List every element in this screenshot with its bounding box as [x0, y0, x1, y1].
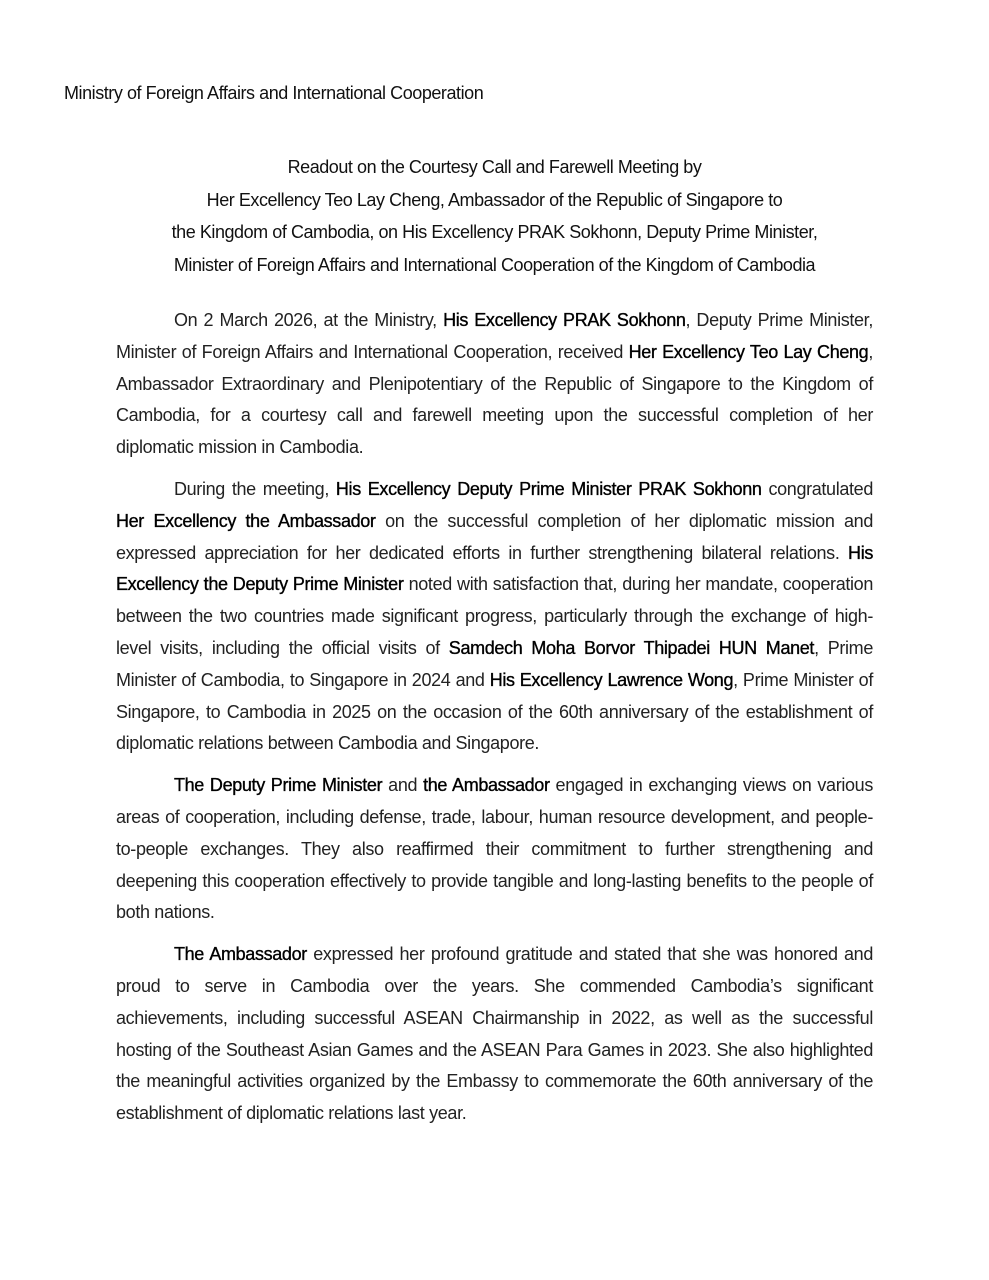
paragraph-text: , Prime Minister of Singapore, to Cambodia in 2025 on the occasion of the 60th anniversary of the establishment of diplomatic relations between Cambodia and Singapore. [116, 669, 873, 754]
document-title [100, 151, 889, 281]
paragraph-text: noted with satisfaction that, during her mandate, cooperation between the two countries made significant progress, particularly through the exchange of high-level visits, including the official visits of [116, 574, 873, 658]
paragraph-text: on the successful completion of her diplomatic mission and expressed appreciation for her dedicated efforts in further strengthening bilateral relations. [116, 510, 873, 563]
title-line: Readout on the Courtesy Call and Farewell Meeting by [287, 157, 702, 177]
title-line: Her Excellency Teo Lay Cheng, Ambassador of the Republic of Singapore to [206, 189, 783, 210]
emphasized-name: His Excellency the Deputy Prime Minister [116, 542, 873, 595]
paragraph-text: , Prime Minister of Cambodia, to Singapore in 2024 and [116, 637, 873, 690]
organization-header: Ministry of Foreign Affairs and International Cooperation [64, 83, 484, 103]
body-paragraph [116, 770, 873, 929]
paragraph-text: expressed her profound gratitude and stated that she was honored and proud to serve in Cambodia over the years. She commended Cambodia’s significant achievements, including successful ASEAN Chairmanship in 2022, as well as the successful hosting of the Southeast Asian Games and the ASEAN Para Games in 2023. She also highlighted the meaningful activities organized by the Embassy to commemorate the 60th anniversary of the establishment of diplomatic relations last year. [116, 944, 873, 1124]
title-line: the Kingdom of Cambodia, on His Excellency PRAK Sokhonn, Deputy Prime Minister, [171, 222, 818, 242]
emphasized-name: The Ambassador [174, 944, 307, 965]
title-line: Minister of Foreign Affairs and International Cooperation of the Kingdom of Cambodia [173, 254, 816, 275]
document-body [116, 305, 873, 1140]
paragraph-text: , Deputy Prime Minister, Minister of Foreign Affairs and International Cooperation, received [116, 310, 873, 362]
emphasized-name: His Excellency Lawrence Wong [489, 669, 734, 690]
body-paragraph [116, 305, 873, 464]
emphasized-name: His Excellency PRAK Sokhonn [443, 310, 686, 330]
emphasized-name: His Excellency Deputy Prime Minister PRAK Sokhonn [335, 478, 762, 499]
paragraph-text: On 2 March 2026, at the Ministry, [174, 310, 444, 330]
emphasized-name: Her Excellency Teo Lay Cheng [628, 341, 869, 362]
paragraph-text: , Ambassador Extraordinary and Plenipotentiary of the Republic of Singapore to the Kingdom of Cambodia, for a courtesy call and farewell meeting upon the successful completion of her diplomatic mission in Cambodia. [116, 341, 873, 458]
paragraph-text: During the meeting, [174, 478, 336, 499]
body-paragraph [116, 939, 873, 1130]
body-paragraph [116, 474, 873, 760]
emphasized-name: the Ambassador [423, 775, 550, 796]
emphasized-name: Samdech Moha Borvor Thipadei HUN Manet [448, 637, 815, 658]
emphasized-name: The Deputy Prime Minister [174, 775, 383, 796]
paragraph-text: engaged in exchanging views on various areas of cooperation, including defense, trade, labour, human resource development, and people-to-people exchanges. They also reaffirmed their commitment to further strengthening and deepening this cooperation effectively to provide tangible and long-lasting benefits to the people of both nations. [116, 775, 873, 923]
emphasized-name: Her Excellency the Ambassador [116, 510, 376, 531]
paragraph-text: and [382, 775, 424, 796]
paragraph-text: congratulated [761, 478, 873, 499]
